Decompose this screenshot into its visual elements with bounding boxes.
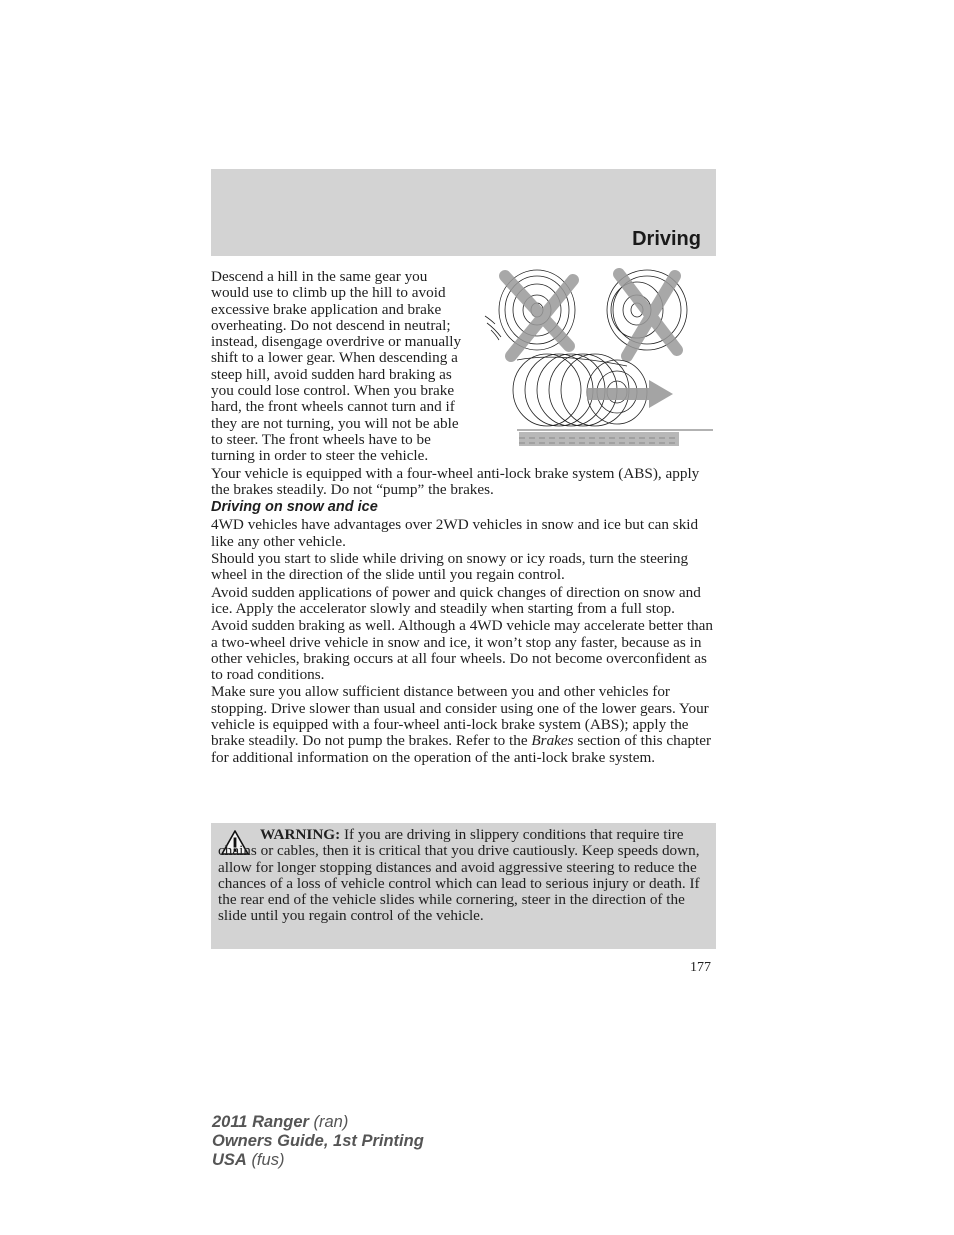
- brakes-reference: Brakes: [531, 732, 574, 750]
- footer-edition: Owners Guide, 1st Printing: [212, 1132, 424, 1150]
- footer-model-code: (ran): [313, 1113, 349, 1131]
- warning-message: If you are driving in slippery conditions that require tire chains or cables, then it is critical that you drive cautiously. Keep speeds down, allow for longer stopping distances and avoid aggressive steering to reduce the chances of a loss of vehicle control which can lead to serious injury or death. If the rear end of the vehicle slides while cornering, steer in the direction of the slide until you regain control of the vehicle.: [218, 826, 700, 925]
- paragraph-descend-hill-text: Descend a hill in the same gear you would use to climb up the hill to avoid excessive brake application and brake overheating. Do not descend in neutral; instead, disengage overdrive or manually shift to a lower gear. When descending a steep hill, avoid sudden hard braking as you could lose control. When you brake hard, the front wheels cannot turn and if they are not turning, you will not be able to steer. The front wheels have to be turning in order to steer the vehicle.: [211, 268, 462, 465]
- section-header-band: [211, 169, 716, 256]
- warning-text: [218, 827, 710, 925]
- footer-print-info: [212, 1113, 424, 1170]
- paragraph-abs: Your vehicle is equipped with a four-wheel anti-lock brake system (ABS), apply the brakes steadily. Do not “pump” the brakes.: [211, 464, 700, 498]
- paragraph-distance: [211, 684, 717, 765]
- paragraph-braking: Avoid sudden braking as well. Although a 4WD vehicle may accelerate better than a two-wheel drive vehicle in snow and ice, it won’t stop any faster, because as in other vehicles, braking occurs at all four wheels. Do not become overconfident as to road conditions.: [211, 617, 713, 684]
- illustration-spacer: [467, 269, 717, 464]
- paragraph-power: Avoid sudden applications of power and quick changes of direction on snow and ice. Apply the accelerator slowly and steadily when starting from a full stop.: [211, 583, 701, 617]
- footer-market: USA: [212, 1151, 247, 1169]
- distance-text-a: Make sure you allow sufficient distance between you and other vehicles for stopping. Drive slower than usual and consider using one of the lower gears. Your vehicle is equipped with a four-wheel anti-lock brake system (ABS); apply the brake steadily. Do not pump the brakes. Refer to the: [211, 683, 709, 750]
- warning-box: [211, 823, 716, 949]
- section-title: Driving: [632, 228, 701, 250]
- warning-label: WARNING:: [260, 826, 341, 843]
- paragraph-slide: Should you start to slide while driving on snowy or icy roads, turn the steering wheel in the direction of the slide until you regain control.: [211, 550, 689, 584]
- footer-model: 2011 Ranger: [212, 1113, 309, 1131]
- page-number: 177: [690, 960, 711, 975]
- distance-text-b: section of this chapter for additional information on the operation of the anti-lock brake system.: [211, 732, 712, 766]
- subheading-snow-ice: Driving on snow and ice: [211, 499, 378, 516]
- footer-market-code: (fus): [251, 1151, 285, 1169]
- paragraph-4wd-advantages: 4WD vehicles have advantages over 2WD vehicles in snow and ice but can skid like any other vehicle.: [211, 516, 699, 550]
- main-column: [211, 269, 717, 767]
